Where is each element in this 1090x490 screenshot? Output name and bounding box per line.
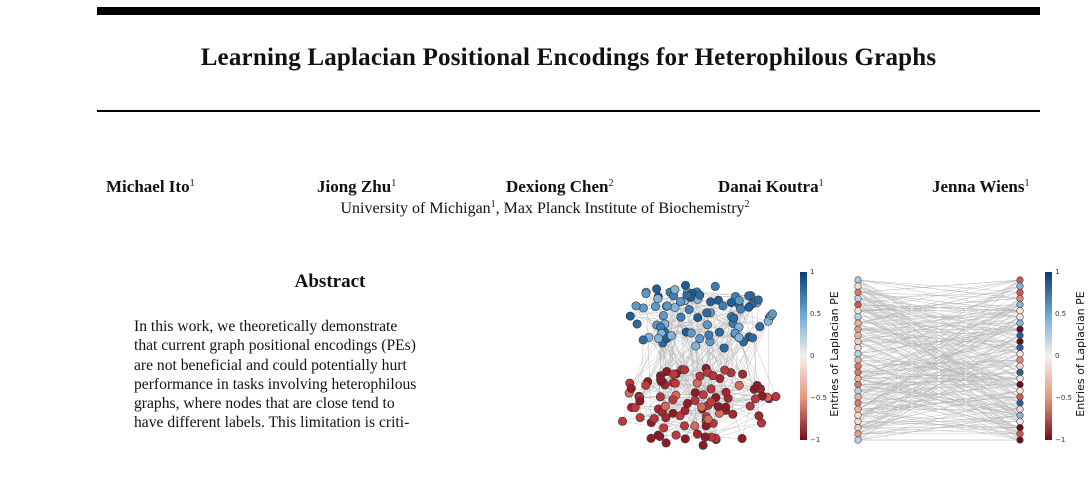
abstract-line: performance in tasks involving heterophilous — [134, 375, 534, 394]
graph-node — [626, 312, 634, 320]
graph-node — [696, 334, 704, 342]
graph-node — [677, 313, 685, 321]
author-affil-mark: 1 — [391, 178, 396, 189]
graph-node — [721, 366, 729, 374]
bipartite-node — [855, 283, 862, 290]
graph-node — [636, 397, 644, 405]
bipartite-node — [1017, 406, 1024, 413]
author-name: Danai Koutra — [718, 177, 819, 196]
graph-node — [735, 333, 743, 341]
graph-node — [650, 414, 658, 422]
bipartite-node — [855, 375, 862, 382]
graph-node — [706, 298, 714, 306]
bipartite-drawing — [855, 277, 1024, 444]
graph-node — [745, 292, 753, 300]
graph-node — [663, 302, 671, 310]
graph-node — [671, 379, 679, 387]
graph-node — [656, 393, 664, 401]
author-list — [0, 177, 1090, 199]
colorbar-1-tick: −0.5 — [810, 394, 827, 402]
abstract-line: that current graph positional encodings (PEs) — [134, 336, 534, 355]
bipartite-node — [855, 289, 862, 296]
graph-node — [711, 282, 719, 290]
graph-node — [735, 381, 743, 389]
teaser-figure — [590, 262, 1090, 471]
bipartite-node — [1017, 351, 1024, 358]
bipartite-node — [1017, 295, 1024, 302]
bipartite-node — [1017, 277, 1024, 284]
bipartite-node — [855, 418, 862, 425]
teaser-figure-svg — [590, 262, 1090, 471]
bipartite-node — [1017, 344, 1024, 351]
graph-node — [691, 388, 699, 396]
bipartite-node — [1017, 363, 1024, 370]
graph-node — [687, 329, 695, 337]
graph-node — [719, 302, 727, 310]
bipartite-node — [1017, 332, 1024, 339]
graph-node — [642, 289, 650, 297]
graph-node — [627, 384, 635, 392]
graph-node — [618, 417, 626, 425]
bipartite-node — [1017, 338, 1024, 345]
bipartite-node — [1017, 424, 1024, 431]
bipartite-node — [855, 394, 862, 401]
graph-node — [736, 305, 744, 313]
graph-node — [709, 371, 717, 379]
graph-node — [656, 432, 664, 440]
bipartite-edge — [858, 286, 1020, 341]
graph-node — [756, 322, 764, 330]
graph-nodes — [618, 281, 780, 449]
bipartite-node — [1017, 289, 1024, 296]
graph-node — [672, 431, 680, 439]
affil-mark-2: 2 — [745, 199, 750, 210]
bipartite-node — [855, 326, 862, 333]
affil-separator: , — [496, 200, 504, 217]
graph-node — [722, 388, 730, 396]
graph-node — [685, 305, 693, 313]
bipartite-node — [1017, 381, 1024, 388]
affiliations — [0, 199, 1090, 218]
graph-node — [746, 402, 754, 410]
graph-node — [667, 331, 675, 339]
bipartite-node — [855, 424, 862, 431]
colorbar-1-tick: 0 — [810, 352, 814, 360]
graph-node — [703, 309, 711, 317]
author-name: Jiong Zhu — [317, 177, 391, 196]
bipartite-node — [855, 381, 862, 388]
graph-node — [720, 344, 728, 352]
graph-node — [659, 424, 667, 432]
graph-node — [681, 435, 689, 443]
bipartite-node — [1017, 307, 1024, 314]
colorbar-1-tick: −1 — [810, 436, 820, 444]
abstract-line: have different labels. This limitation is criti- — [134, 413, 534, 432]
graph-node — [671, 285, 679, 293]
graph-node — [768, 310, 776, 318]
abstract-line: are not beneficial and could potentially hurt — [134, 356, 534, 375]
graph-node — [633, 320, 641, 328]
graph-node — [654, 295, 662, 303]
bipartite-node — [855, 369, 862, 376]
colorbar-2-tick: 0.5 — [1055, 310, 1066, 318]
bipartite-node — [855, 307, 862, 314]
graph-node — [662, 439, 670, 447]
graph-node — [651, 302, 659, 310]
colorbar-1-label: Entries of Laplacian PE — [828, 291, 841, 417]
graph-node — [699, 441, 707, 449]
graph-node — [656, 375, 664, 383]
bipartite-edge — [858, 280, 1020, 305]
colorbar-2 — [1045, 272, 1052, 440]
graph-node — [669, 370, 677, 378]
graph-node — [639, 336, 647, 344]
author-affil-mark: 1 — [1024, 178, 1029, 189]
bipartite-node — [1017, 431, 1024, 438]
colorbar-1-tick: 0.5 — [810, 310, 821, 318]
graph-node — [652, 285, 660, 293]
bipartite-node — [855, 406, 862, 413]
graph-node — [681, 281, 689, 289]
affil-mark-1: 1 — [491, 199, 496, 210]
graph-node — [755, 412, 763, 420]
graph-node — [696, 291, 704, 299]
graph-node — [703, 321, 711, 329]
graph-node — [680, 422, 688, 430]
graph-node — [696, 372, 704, 380]
graph-node — [691, 422, 699, 430]
graph-node — [748, 334, 756, 342]
graph-node — [705, 331, 713, 339]
graph-node — [662, 413, 670, 421]
bipartite-node — [855, 437, 862, 444]
colorbar-2-tick: −1 — [1055, 436, 1065, 444]
affiliation-2: Max Planck Institute of Biochemistry — [504, 200, 745, 217]
bipartite-node — [1017, 400, 1024, 407]
graph-node — [661, 402, 669, 410]
bipartite-node — [1017, 314, 1024, 321]
bipartite-node — [1017, 301, 1024, 308]
bipartite-node — [855, 277, 862, 284]
author-4 — [718, 177, 824, 197]
bipartite-node — [1017, 320, 1024, 327]
graph-node — [772, 392, 780, 400]
graph-node — [694, 313, 702, 321]
graph-node — [632, 302, 640, 310]
graph-node — [701, 433, 709, 441]
abstract-line: graphs, where nodes that are close tend to — [134, 394, 534, 413]
author-affil-mark: 1 — [190, 178, 195, 189]
graph-node — [642, 381, 650, 389]
graph-node — [729, 410, 737, 418]
bipartite-node — [855, 387, 862, 394]
author-5 — [932, 177, 1029, 197]
bipartite-node — [1017, 387, 1024, 394]
graph-node — [754, 296, 762, 304]
colorbar-1 — [800, 272, 807, 440]
author-name: Dexiong Chen — [506, 177, 608, 196]
bipartite-node — [855, 351, 862, 358]
graph-node — [730, 314, 738, 322]
colorbar-2-tick: 1 — [1055, 268, 1059, 276]
bipartite-node — [1017, 394, 1024, 401]
graph-node — [654, 334, 662, 342]
author-2 — [317, 177, 396, 197]
author-name: Jenna Wiens — [932, 177, 1024, 196]
graph-node — [697, 403, 705, 411]
bipartite-node — [855, 320, 862, 327]
graph-node — [707, 385, 715, 393]
author-1 — [106, 177, 195, 197]
bipartite-node — [855, 363, 862, 370]
graph-node — [714, 402, 722, 410]
bipartite-node — [855, 314, 862, 321]
graph-node — [669, 396, 677, 404]
graph-node — [722, 403, 730, 411]
bipartite-edge — [858, 311, 1020, 342]
bipartite-node — [855, 332, 862, 339]
bipartite-node — [1017, 437, 1024, 444]
bipartite-node — [1017, 412, 1024, 419]
abstract-body — [134, 317, 534, 433]
graph-node — [738, 370, 746, 378]
graph-node — [735, 296, 743, 304]
bipartite-node — [855, 400, 862, 407]
bipartite-node — [1017, 418, 1024, 425]
bipartite-node — [855, 431, 862, 438]
bipartite-node — [1017, 357, 1024, 364]
bipartite-node — [855, 338, 862, 345]
bipartite-edge — [858, 354, 1020, 391]
bipartite-edge — [858, 329, 1020, 366]
author-name: Michael Ito — [106, 177, 190, 196]
author-affil-mark: 2 — [608, 178, 613, 189]
bipartite-node — [1017, 375, 1024, 382]
colorbar-2-label: Entries of Laplacian PE — [1074, 291, 1087, 417]
bipartite-node — [855, 412, 862, 419]
graph-node — [676, 297, 684, 305]
graph-node — [753, 381, 761, 389]
paper-title: Learning Laplacian Positional Encodings for Heterophilous Graphs — [97, 44, 1040, 72]
author-3 — [506, 177, 613, 197]
colorbar-2-tick: 0 — [1055, 352, 1059, 360]
bipartite-edges — [858, 280, 1020, 440]
graph-node — [699, 390, 707, 398]
graph-node — [704, 415, 712, 423]
graph-node — [715, 328, 723, 336]
bipartite-node — [1017, 283, 1024, 290]
graph-node — [659, 312, 667, 320]
graph-node — [691, 396, 699, 404]
graph-node — [693, 430, 701, 438]
graph-edge — [640, 340, 643, 418]
bipartite-node — [855, 295, 862, 302]
graph-node — [636, 413, 644, 421]
graph-drawing — [618, 281, 780, 449]
abstract-heading: Abstract — [200, 271, 460, 293]
colorbar-2-tick: −0.5 — [1055, 394, 1072, 402]
title-rule-bottom — [97, 110, 1040, 112]
bipartite-node — [1017, 326, 1024, 333]
graph-node — [751, 395, 759, 403]
graph-edge — [768, 321, 769, 398]
abstract-line: In this work, we theoretically demonstrate — [134, 317, 534, 336]
graph-node — [738, 434, 746, 442]
bipartite-node — [1017, 369, 1024, 376]
graph-node — [707, 398, 715, 406]
graph-node — [692, 342, 700, 350]
graph-node — [745, 303, 753, 311]
graph-node — [683, 399, 691, 407]
bipartite-node — [855, 344, 862, 351]
graph-node — [727, 298, 735, 306]
graph-node — [683, 291, 691, 299]
title-rule-top — [97, 7, 1040, 15]
bipartite-node — [855, 301, 862, 308]
graph-node — [680, 366, 688, 374]
colorbar-1-tick: 1 — [810, 268, 814, 276]
author-affil-mark: 1 — [819, 178, 824, 189]
affiliation-1: University of Michigan — [340, 200, 490, 217]
bipartite-node — [855, 357, 862, 364]
